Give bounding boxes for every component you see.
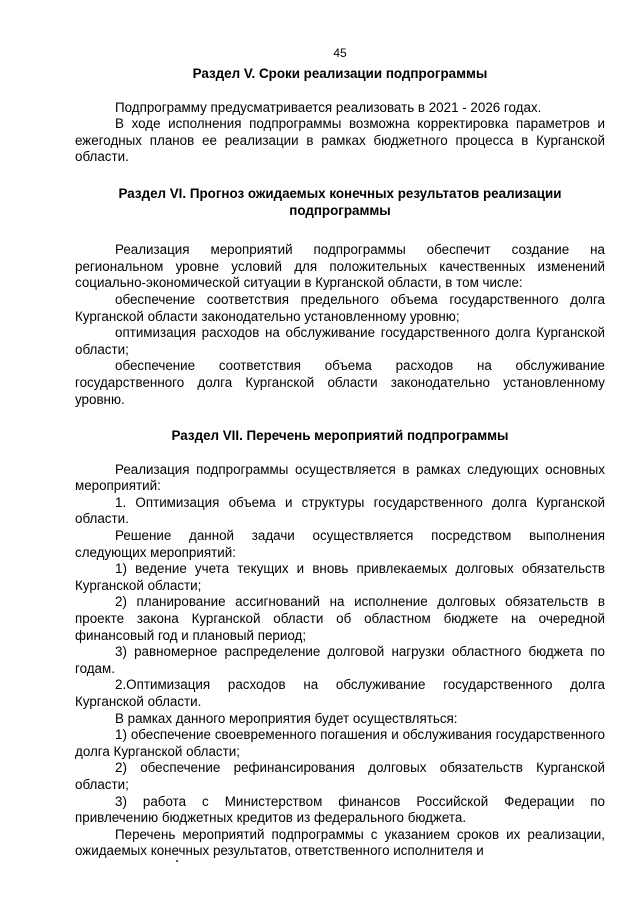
- section-5-paragraph-1: Подпрограмму предусматривается реализовать в 2021 - 2026 годах.: [115, 99, 542, 115]
- section-5-title: Раздел V. Сроки реализации подпрограммы: [192, 66, 488, 81]
- section-5-paragraph-2: В ходе исполнения подпрограммы возможна корректировка параметров и ежегодных планов ее реализации в рамках бюджетного процесса в Курганской области.: [75, 116, 605, 165]
- section-7-paragraph-7: 2.Оптимизация расходов на обслуживание государственного долга Курганской области.: [75, 677, 605, 709]
- section-6-title: Раздел VI. Прогноз ожидаемых конечных результатов реализации подпрограммы: [118, 185, 562, 218]
- section-7-title: Раздел VII. Перечень мероприятий подпрограммы: [171, 428, 509, 444]
- scan-speck: [176, 860, 178, 862]
- section-6-paragraph-3: оптимизация расходов на обслуживание государственного долга Курганской области;: [75, 325, 605, 357]
- section-7-paragraph-4: 1) ведение учета текущих и вновь привлекаемых долговых обязательств Курганской области;: [75, 561, 605, 593]
- section-7-paragraph-11: 3) работа с Министерством финансов Российской Федерации по привлечению бюджетных кредитов из федерального бюджета.: [75, 793, 605, 826]
- section-7-paragraph-1: Реализация подпрограммы осуществляется в рамках следующих основных мероприятий:: [75, 461, 605, 494]
- document-page: [75, 46, 605, 860]
- section-7-paragraph-6: 3) равномерное распределение долговой нагрузки областного бюджета по годам.: [75, 644, 605, 676]
- section-7-paragraph-8: В рамках данного мероприятия будет осуществляться:: [115, 710, 458, 726]
- section-7-paragraph-2: 1. Оптимизация объема и структуры государственного долга Курганской области.: [75, 494, 605, 527]
- section-7-paragraph-12: Перечень мероприятий подпрограммы с указанием сроков их реализации, ожидаемых конечных результатов, ответственного исполнителя и: [75, 826, 605, 859]
- page-number: 45: [333, 46, 347, 60]
- section-7-paragraph-9: 1) обеспечение своевременного погашения и обслуживания государственного долга Курганской области;: [75, 727, 605, 759]
- section-6-paragraph-1: Реализация мероприятий подпрограммы обеспечит создание на региональном уровне условий для положительных качественных изменений социально-экономической ситуации в Курганской области, в том числе:: [75, 242, 605, 291]
- section-6-paragraph-4: обеспечение соответствия объема расходов на обслуживание государственного долга Курганской области законодательно установленному уровню.: [75, 358, 605, 407]
- section-7-paragraph-10: 2) обеспечение рефинансирования долговых обязательств Курганской области;: [75, 760, 605, 792]
- section-7-paragraph-5: 2) планирование ассигнований на исполнение долговых обязательств в проекте закона Курганской области об областном бюджете на очередной финансовый год и плановый период;: [75, 594, 605, 643]
- section-7-paragraph-3: Решение данной задачи осуществляется посредством выполнения следующих мероприятий:: [75, 528, 605, 560]
- section-6-paragraph-2: обеспечение соответствия предельного объема государственного долга Курганской области законодательно установленному уровню;: [75, 291, 605, 324]
